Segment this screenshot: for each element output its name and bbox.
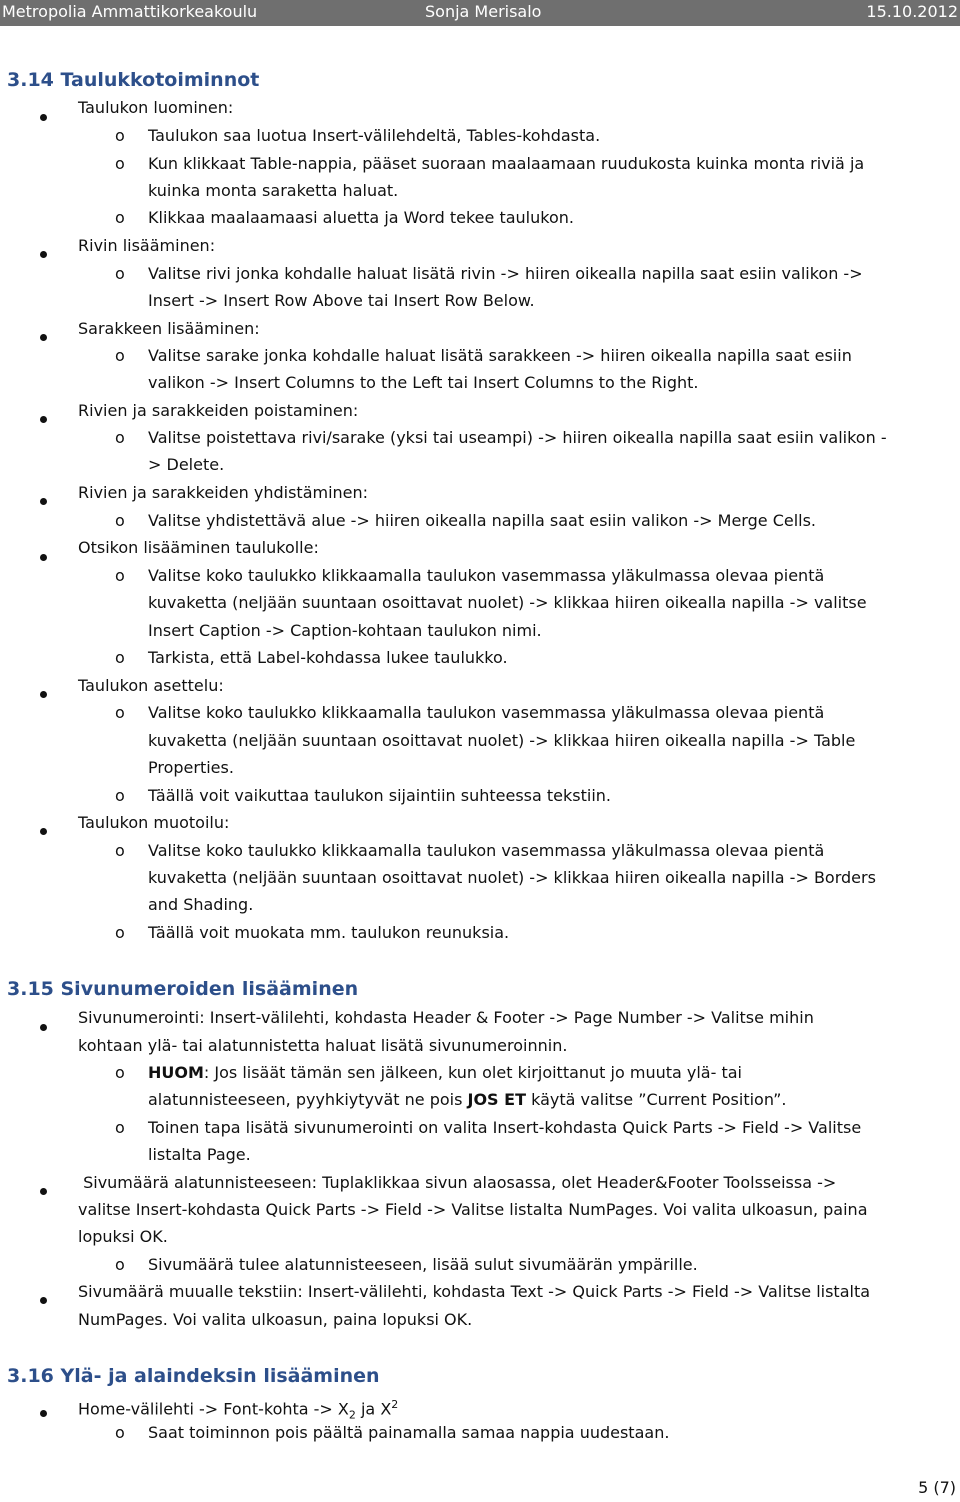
bullet-icon — [40, 1188, 47, 1195]
bullet-icon — [40, 554, 47, 561]
list-item: Sivumäärä muualle tekstiin: Insert-välilehti, kohdasta Text -> Quick Parts -> Field -> Valitse listalta — [78, 1282, 871, 1301]
sub-bullet-icon: o — [115, 923, 125, 942]
text-run: käytä valitse ”Current Position”. — [526, 1090, 787, 1109]
sub-list-item: Valitse koko taulukko klikkaamalla taulukon vasemmassa yläkulmassa olevaa pientä — [148, 566, 825, 585]
bullet-icon — [40, 498, 47, 505]
bullet-icon — [40, 114, 47, 121]
sub-list-item-cont: kuvaketta (neljään suuntaan osoittavat nuolet) -> klikkaa hiiren oikealla napilla -> Borders — [148, 868, 876, 887]
sub-list-item-cont: valikon -> Insert Columns to the Left tai Insert Columns to the Right. — [148, 373, 699, 392]
text-run: Home-välilehti -> Font-kohta -> X — [78, 1399, 349, 1419]
header-date: 15.10.2012 — [866, 2, 958, 21]
sub-bullet-icon: o — [115, 1063, 125, 1082]
header-author: Sonja Merisalo — [425, 2, 542, 21]
subscript-2: 2 — [348, 1408, 356, 1422]
sub-list-item — [148, 1063, 742, 1083]
sub-bullet-icon: o — [115, 703, 125, 722]
sub-list-item: Sivumäärä tulee alatunnisteeseen, lisää sulut sivumäärän ympärille. — [148, 1255, 698, 1274]
sub-list-item: Täällä voit vaikuttaa taulukon sijaintiin suhteessa tekstiin. — [148, 786, 612, 805]
sub-list-item: Klikkaa maalaamaasi aluetta ja Word tekee taulukon. — [148, 208, 574, 227]
sub-list-item: Valitse poistettava rivi/sarake (yksi tai useampi) -> hiiren oikealla napilla saat esiin valikon - — [148, 428, 887, 447]
list-item: Otsikon lisääminen taulukolle: — [78, 538, 319, 557]
list-item-cont: lopuksi OK. — [78, 1227, 168, 1246]
sub-list-item: Valitse sarake jonka kohdalle haluat lisätä sarakkeen -> hiiren oikealla napilla saat esiin — [148, 346, 852, 365]
bullet-icon — [40, 828, 47, 835]
sub-list-item-cont: listalta Page. — [148, 1145, 251, 1164]
section-title-3-15: 3.15 Sivunumeroiden lisääminen — [7, 978, 359, 1000]
sub-list-item: Valitse yhdistettävä alue -> hiiren oikealla napilla saat esiin valikon -> Merge Cells. — [148, 511, 817, 530]
sub-list-item: Valitse koko taulukko klikkaamalla taulukon vasemmassa yläkulmassa olevaa pientä — [148, 703, 825, 722]
sub-bullet-icon: o — [115, 264, 125, 283]
text-run: alatunnisteeseen, pyyhkiytyvät ne pois — [148, 1090, 468, 1109]
huom-text: : Jos lisäät tämän sen jälkeen, kun olet kirjoittanut jo muuta ylä- tai — [203, 1063, 742, 1082]
list-item: Rivin lisääminen: — [78, 236, 216, 255]
bullet-icon — [40, 1297, 47, 1304]
list-item-cont: valitse Insert-kohdasta Quick Parts -> Field -> Valitse listalta NumPages. Voi valita ulkoasun, paina — [78, 1200, 868, 1219]
sub-bullet-icon: o — [115, 1255, 125, 1274]
sub-bullet-icon: o — [115, 208, 125, 227]
bullet-icon — [40, 1410, 47, 1417]
list-item: Rivien ja sarakkeiden yhdistäminen: — [78, 483, 369, 502]
sub-bullet-icon: o — [115, 428, 125, 447]
bullet-icon — [40, 416, 47, 423]
huom-label: HUOM — [148, 1063, 204, 1082]
jos-et-label: JOS ET — [467, 1090, 526, 1109]
list-item: Taulukon luominen: — [78, 98, 234, 117]
sub-list-item-cont: Properties. — [148, 758, 234, 777]
sub-bullet-icon: o — [115, 786, 125, 805]
list-item — [78, 1395, 398, 1426]
text-run: ja X — [355, 1399, 392, 1419]
sub-list-item: Tarkista, että Label-kohdassa lukee taulukko. — [148, 648, 508, 667]
bullet-icon — [40, 334, 47, 341]
page-number: 5 (7) — [918, 1478, 956, 1497]
sub-bullet-icon: o — [115, 1423, 125, 1442]
sub-list-item-cont — [148, 1090, 786, 1110]
sub-list-item: Saat toiminnon pois päältä painamalla samaa nappia uudestaan. — [148, 1423, 670, 1442]
list-item-cont: kohtaan ylä- tai alatunnistetta haluat lisätä sivunumeroinnin. — [78, 1036, 568, 1055]
sub-bullet-icon: o — [115, 346, 125, 365]
sub-list-item-cont: kuvaketta (neljään suuntaan osoittavat nuolet) -> klikkaa hiiren oikealla napilla -> valitse — [148, 593, 867, 612]
section-title-3-16: 3.16 Ylä- ja alaindeksin lisääminen — [7, 1365, 380, 1387]
sub-list-item-cont: Insert -> Insert Row Above tai Insert Row Below. — [148, 291, 535, 310]
sub-list-item-cont: > Delete. — [148, 455, 225, 474]
sub-list-item-cont: kuvaketta (neljään suuntaan osoittavat nuolet) -> klikkaa hiiren oikealla napilla -> Table — [148, 731, 856, 750]
list-item: Sarakkeen lisääminen: — [78, 319, 260, 338]
section-title-3-14: 3.14 Taulukkotoiminnot — [7, 69, 260, 91]
sub-list-item-cont: kuinka monta saraketta haluat. — [148, 181, 399, 200]
list-item: Sivunumerointi: Insert-välilehti, kohdasta Header & Footer -> Page Number -> Valitse mihin — [78, 1008, 814, 1027]
sub-list-item-cont: Insert Caption -> Caption-kohtaan taulukon nimi. — [148, 621, 542, 640]
sub-bullet-icon: o — [115, 154, 125, 173]
sub-bullet-icon: o — [115, 648, 125, 667]
sub-bullet-icon: o — [115, 566, 125, 585]
page-header — [0, 0, 960, 26]
list-item: Rivien ja sarakkeiden poistaminen: — [78, 401, 359, 420]
sub-bullet-icon: o — [115, 511, 125, 530]
bullet-icon — [40, 1024, 47, 1031]
list-item: Sivumäärä alatunnisteeseen: Tuplaklikkaa sivun alaosassa, olet Header&Footer Toolsseissa -> — [78, 1173, 837, 1192]
list-item: Taulukon muotoilu: — [78, 813, 230, 832]
sub-bullet-icon: o — [115, 841, 125, 860]
sub-list-item: Taulukon saa luotua Insert-välilehdeltä, Tables-kohdasta. — [148, 126, 601, 145]
sub-list-item: Kun klikkaat Table-nappia, pääset suoraan maalaamaan ruudukosta kuinka monta riviä ja — [148, 154, 865, 173]
list-item: Taulukon asettelu: — [78, 676, 224, 695]
sub-list-item: Täällä voit muokata mm. taulukon reunuksia. — [148, 923, 510, 942]
bullet-icon — [40, 691, 47, 698]
sub-list-item-cont: and Shading. — [148, 895, 254, 914]
bullet-icon — [40, 251, 47, 258]
sub-bullet-icon: o — [115, 1118, 125, 1137]
list-item-cont: NumPages. Voi valita ulkoasun, paina lopuksi OK. — [78, 1310, 473, 1329]
sub-list-item: Valitse koko taulukko klikkaamalla taulukon vasemmassa yläkulmassa olevaa pientä — [148, 841, 825, 860]
sub-list-item: Toinen tapa lisätä sivunumerointi on valita Insert-kohdasta Quick Parts -> Field -> Valitse — [148, 1118, 862, 1137]
header-organization: Metropolia Ammattikorkeakoulu — [2, 2, 258, 21]
sub-list-item: Valitse rivi jonka kohdalle haluat lisätä rivin -> hiiren oikealla napilla saat esiin valikon -> — [148, 264, 863, 283]
superscript-2: 2 — [391, 1398, 399, 1411]
sub-bullet-icon: o — [115, 126, 125, 145]
